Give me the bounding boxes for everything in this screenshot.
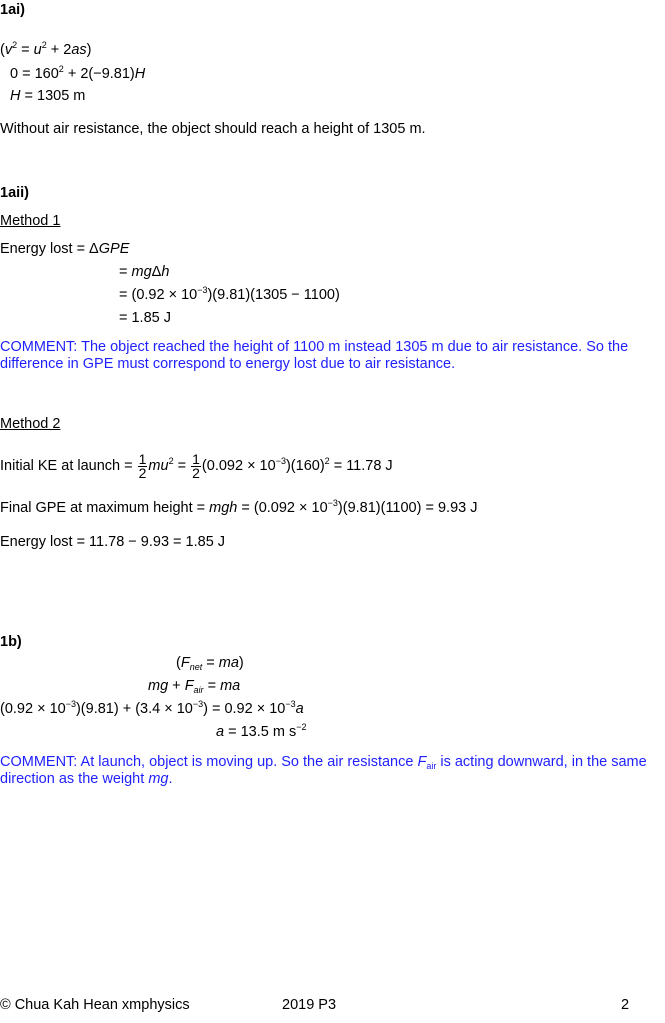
method2-ke: Initial KE at launch = $\frac{1}{2}$ $mu^2$ = $\frac{1}{2}$ $(0.092 \times 10^{-3})(160)^2 = 11.78$ J <box>0 450 393 481</box>
footer-author: © Chua Kah Hean xmphysics <box>0 997 190 1013</box>
equation-substitution-1b: $(0.92 \times 10^{-3})(9.81) + (3.4 \times 10^{-3}) = 0.92 \times 10^{-3}a$ <box>0 699 304 717</box>
method1-line-4: = 1.85 J <box>119 310 171 326</box>
heading-1ai: 1ai) <box>0 2 25 18</box>
heading-1b: 1b) <box>0 634 22 650</box>
method1-line-2: = mgΔh <box>119 264 170 280</box>
equation-result-acceleration: a = 13.5 m $s^{-2}$ <box>216 722 307 740</box>
footer-page-number: 2 <box>621 997 630 1013</box>
equation-newton: $(F_{net} = ma)$ <box>176 655 244 672</box>
footer-paper: 2019 P3 <box>282 997 337 1013</box>
method1-line-3: = $(0.92 \times 10^{-3})(9.81)(1305 - 1100)$ <box>119 285 340 303</box>
method1-line-1: Energy lost = ΔGPE <box>0 241 130 257</box>
method2-gpe: Final GPE at maximum height = mgh = $(0.092 \times 10^{-3})(9.81)(1100) = 9.93$ J <box>0 498 478 516</box>
comment-method1: COMMENT: The object reached the height of 1100 m instead 1305 m due to air resistance. So the difference in GPE must correspond to energy lost due to air resistance. <box>0 339 629 373</box>
equation-suvat: $(v^2 = u^2 + 2as)$ <box>0 40 92 58</box>
method2-energy-lost: Energy lost = 11.78 − 9.93 = 1.85 J <box>0 534 226 550</box>
conclusion-1ai: Without air resistance, the object should reach a height of 1305 m. <box>0 121 426 137</box>
equation-result-height: H = 1305 m <box>10 88 86 104</box>
heading-1aii: 1aii) <box>0 185 30 201</box>
comment-1b: COMMENT: At launch, object is moving up. So the air resistance $F_{air}$ is acting downward, in the same direction as the weight mg. <box>0 754 647 788</box>
method1-label: Method 1 <box>0 213 61 229</box>
method2-label: Method 2 <box>0 416 61 432</box>
equation-substitution: $0 = 160^2 + 2(-9.81)H$ <box>10 64 146 82</box>
equation-forces: mg + $F_{air}$ = ma <box>148 678 241 695</box>
